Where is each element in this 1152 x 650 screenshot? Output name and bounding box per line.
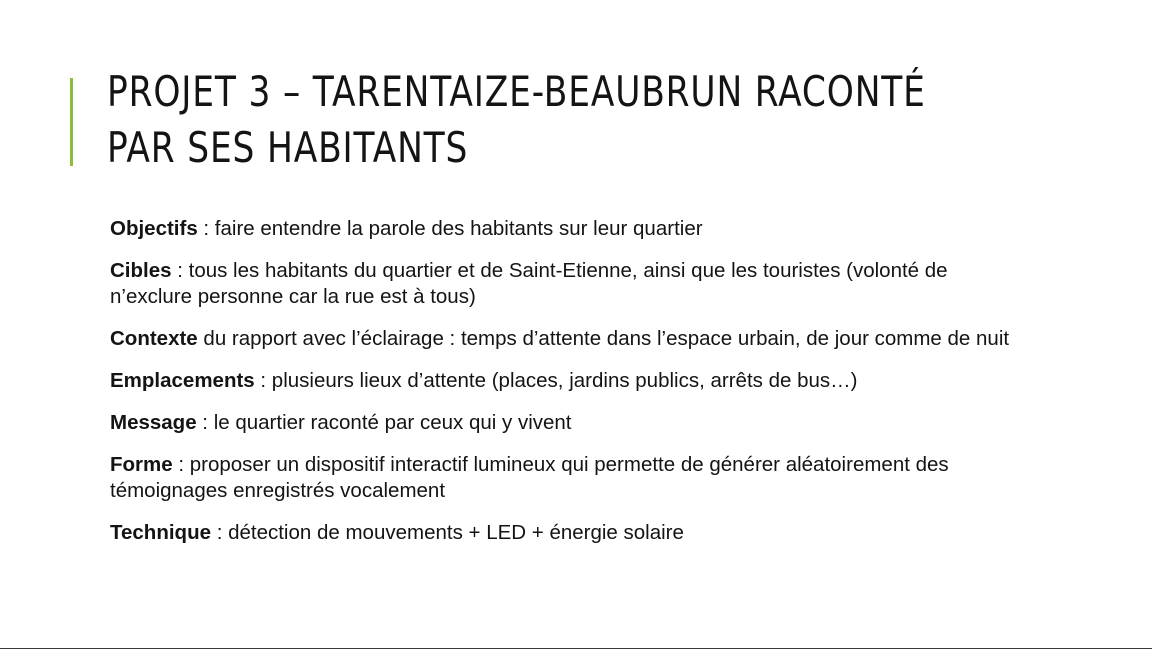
item-label: Objectifs: [110, 217, 198, 240]
item-label: Forme: [110, 453, 173, 476]
slide-title-line-2: PAR SES HABITANTS: [107, 123, 469, 172]
item-text: : faire entendre la parole des habitants sur leur quartier: [197, 217, 703, 240]
item-label: Emplacements: [110, 369, 255, 392]
item-text: : détection de mouvements + LED + énergie solaire: [211, 521, 684, 544]
bottom-divider: [0, 648, 1152, 649]
item-emplacements: [110, 368, 1030, 394]
item-text: : tous les habitants du quartier et de Saint-Etienne, ainsi que les touristes (volonté de n’exclure personne car la rue est à tous): [110, 259, 948, 308]
item-text: du rapport avec l’éclairage : temps d’attente dans l’espace urbain, de jour comme de nuit: [197, 327, 1010, 350]
item-cibles: [110, 258, 1030, 310]
item-forme: [110, 452, 1030, 504]
item-contexte: [110, 326, 1030, 352]
item-label: Message: [110, 411, 197, 434]
item-message: [110, 410, 1030, 436]
item-text: : proposer un dispositif interactif lumineux qui permette de générer aléatoirement des témoignages enregistrés vocalement: [110, 453, 949, 502]
item-text: : le quartier raconté par ceux qui y vivent: [196, 411, 572, 434]
item-label: Technique: [110, 521, 211, 544]
slide-title: [107, 64, 927, 176]
item-technique: [110, 520, 1030, 546]
slide-title-line-1: PROJET 3 – TARENTAIZE-BEAUBRUN RACONTÉ: [107, 67, 926, 116]
item-objectifs: [110, 216, 1030, 242]
title-accent-bar: [70, 78, 73, 166]
item-label: Contexte: [110, 327, 198, 350]
item-label: Cibles: [110, 259, 172, 282]
slide-body: [110, 216, 1030, 562]
item-text: : plusieurs lieux d’attente (places, jardins publics, arrêts de bus…): [254, 369, 858, 392]
